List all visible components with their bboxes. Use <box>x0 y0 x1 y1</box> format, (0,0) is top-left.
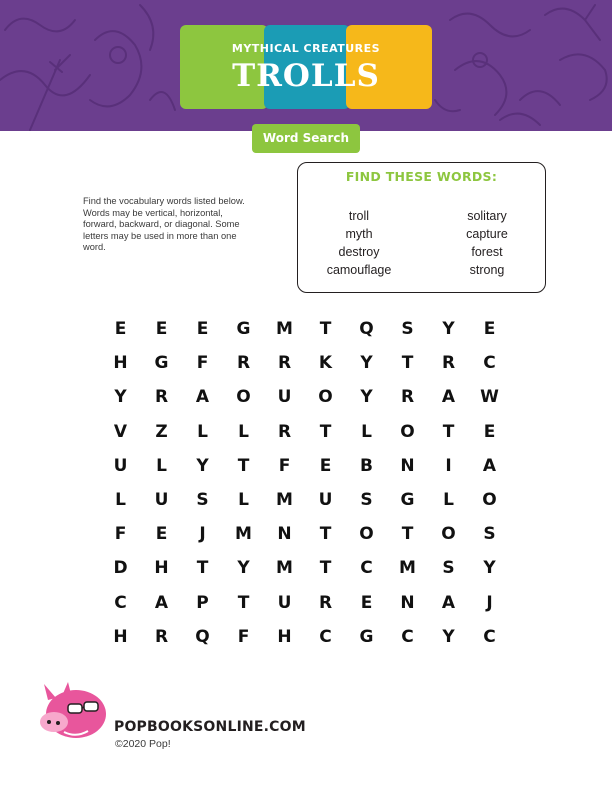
puzzle-letter: Y <box>360 387 373 408</box>
puzzle-letter: Y <box>442 626 455 647</box>
puzzle-letter: R <box>441 353 456 374</box>
puzzle-letter: E <box>196 319 209 339</box>
puzzle-letter: H <box>113 353 128 374</box>
puzzle-letter: L <box>238 489 249 510</box>
word-list-item: destroy <box>338 245 380 259</box>
word-search-grid <box>100 315 510 657</box>
word-list-item: forest <box>471 245 503 259</box>
puzzle-letter: S <box>401 319 414 339</box>
puzzle-letter: C <box>114 592 127 613</box>
word-list-item: solitary <box>467 209 507 223</box>
copyright-text: ©2020 Pop! <box>115 738 171 750</box>
puzzle-letter: T <box>319 421 332 442</box>
puzzle-letter: Y <box>360 353 373 374</box>
puzzle-letter: W <box>480 387 499 408</box>
puzzle-letter: G <box>154 353 169 374</box>
puzzle-letter: S <box>196 489 209 510</box>
puzzle-letter: L <box>156 455 167 476</box>
puzzle-letter: F <box>278 455 291 476</box>
puzzle-letter: R <box>154 387 169 408</box>
puzzle-letter: U <box>113 455 128 476</box>
puzzle-letter: T <box>319 319 332 339</box>
puzzle-letter: A <box>441 592 456 613</box>
puzzle-letter: M <box>235 524 252 545</box>
puzzle-letter: S <box>483 524 496 545</box>
puzzle-letter: E <box>483 421 496 442</box>
puzzle-letter: A <box>195 387 210 408</box>
word-list-item: troll <box>348 209 370 223</box>
word-list-box <box>297 162 546 293</box>
activity-tag: Word Search <box>252 124 360 153</box>
puzzle-letter: N <box>400 592 415 613</box>
puzzle-letter: L <box>115 489 126 510</box>
puzzle-letter: Y <box>442 319 455 339</box>
puzzle-letter: L <box>238 421 249 442</box>
puzzle-letter: O <box>359 524 374 545</box>
puzzle-letter: O <box>441 524 456 545</box>
puzzle-letter: O <box>400 421 415 442</box>
puzzle-letter: L <box>443 489 454 510</box>
puzzle-letter: O <box>482 489 497 510</box>
puzzle-letter: E <box>155 319 168 339</box>
puzzle-letter: R <box>236 353 251 374</box>
puzzle-letter: E <box>483 319 496 339</box>
puzzle-letter: G <box>236 319 251 339</box>
puzzle-letter: S <box>442 558 455 579</box>
puzzle-letter: E <box>360 592 373 613</box>
puzzle-letter: Q <box>195 626 210 647</box>
puzzle-letter: H <box>113 626 128 647</box>
puzzle-letter: J <box>199 524 206 545</box>
puzzle-letter: N <box>400 455 415 476</box>
puzzle-letter: T <box>196 558 209 579</box>
puzzle-letter: P <box>196 592 209 613</box>
puzzle-letter: I <box>445 455 452 476</box>
puzzle-letter: J <box>486 592 493 613</box>
word-list-heading: FIND THESE WORDS: <box>345 169 498 184</box>
title-block <box>180 25 432 109</box>
puzzle-letter: G <box>359 626 374 647</box>
puzzle-letter: R <box>154 626 169 647</box>
puzzle-letter: H <box>277 626 292 647</box>
header-banner <box>0 0 612 131</box>
puzzle-letter: T <box>237 592 250 613</box>
puzzle-letter: T <box>319 524 332 545</box>
puzzle-letter: C <box>319 626 332 647</box>
puzzle-letter: U <box>318 489 333 510</box>
word-list-left-column <box>304 207 414 279</box>
word-list-item: strong <box>469 263 505 277</box>
puzzle-letter: R <box>400 387 415 408</box>
puzzle-letter: R <box>318 592 333 613</box>
word-list-item: myth <box>345 227 373 241</box>
puzzle-letter: O <box>236 387 251 408</box>
puzzle-letter: A <box>441 387 456 408</box>
puzzle-letter: D <box>113 558 128 579</box>
puzzle-letter: F <box>196 353 209 374</box>
puzzle-letter: U <box>277 592 292 613</box>
word-list-right-column <box>432 207 542 279</box>
puzzle-letter: T <box>442 421 455 442</box>
puzzle-letter: E <box>114 319 127 339</box>
puzzle-letter: N <box>277 524 292 545</box>
page-title: TROLLS <box>232 58 380 94</box>
puzzle-letter: V <box>113 421 128 442</box>
puzzle-letter: F <box>114 524 127 545</box>
puzzle-letter: Y <box>483 558 496 579</box>
puzzle-letter: O <box>318 387 333 408</box>
puzzle-letter: E <box>155 524 168 545</box>
puzzle-letter: C <box>483 626 496 647</box>
puzzle-letter: Y <box>114 387 127 408</box>
puzzle-letter: H <box>154 558 169 579</box>
word-list-item: camouflage <box>326 263 392 277</box>
puzzle-letter: L <box>197 421 208 442</box>
instructions-text: Find the vocabulary words listed below. Words may be vertical, horizontal, forward, backward, or diagonal. Some letters may be used in more than one word. <box>83 196 245 252</box>
puzzle-letter: U <box>154 489 169 510</box>
puzzle-letter: A <box>482 455 497 476</box>
puzzle-letter: C <box>401 626 414 647</box>
puzzle-letter: U <box>277 387 292 408</box>
word-list-item: capture <box>466 227 508 241</box>
puzzle-letter: S <box>360 489 373 510</box>
puzzle-letter: Z <box>155 421 168 442</box>
puzzle-letter: C <box>360 558 373 579</box>
puzzle-letter: M <box>276 558 293 579</box>
site-url: POPBOOKSONLINE.COM <box>114 719 306 735</box>
puzzle-letter: T <box>237 455 250 476</box>
puzzle-letter: T <box>401 524 414 545</box>
puzzle-letter: F <box>237 626 250 647</box>
puzzle-letter: Y <box>196 455 209 476</box>
puzzle-letter: C <box>483 353 496 374</box>
puzzle-letter: B <box>360 455 373 476</box>
puzzle-letter: R <box>277 421 292 442</box>
puzzle-letter: Q <box>359 319 374 339</box>
puzzle-letter: M <box>276 319 293 339</box>
puzzle-letter: E <box>319 455 332 476</box>
pink-donkey-mascot-icon <box>34 676 114 744</box>
puzzle-letter: T <box>319 558 332 579</box>
puzzle-letter: T <box>401 353 414 374</box>
puzzle-letter: M <box>399 558 416 579</box>
puzzle-letter: A <box>154 592 169 613</box>
puzzle-letter: G <box>400 489 415 510</box>
puzzle-letter: K <box>318 353 333 374</box>
puzzle-letter: Y <box>237 558 250 579</box>
puzzle-letter: L <box>361 421 372 442</box>
puzzle-letter: R <box>277 353 292 374</box>
puzzle-letter: M <box>276 489 293 510</box>
series-subtitle: MYTHICAL CREATURES <box>231 42 381 55</box>
